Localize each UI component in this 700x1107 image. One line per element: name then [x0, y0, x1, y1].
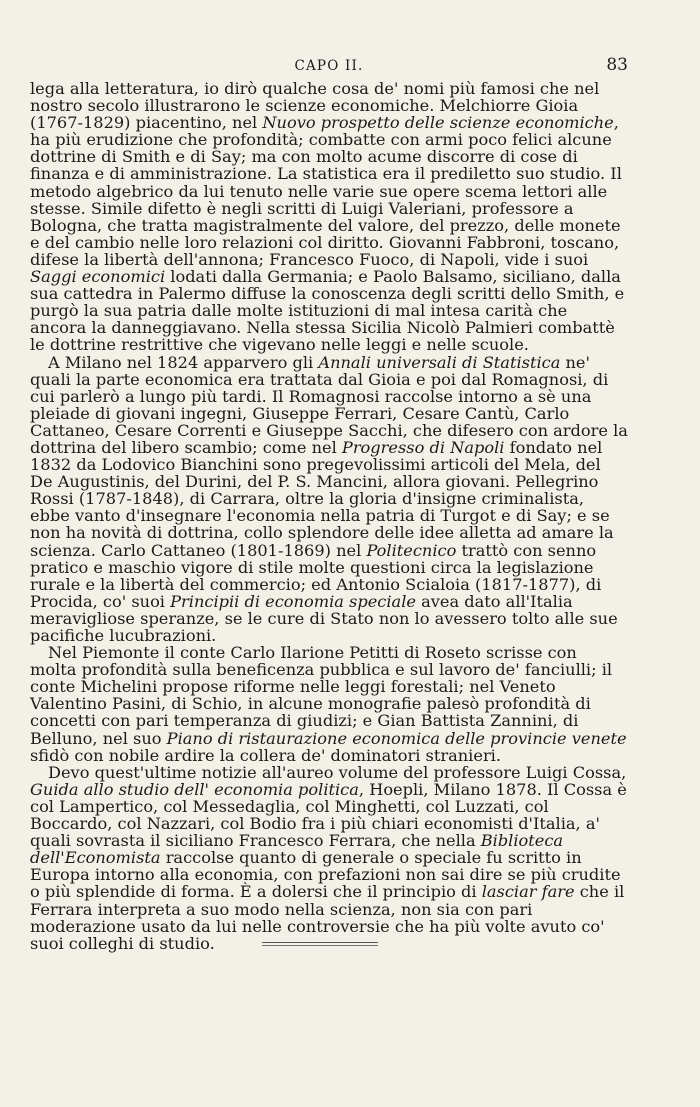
body-text-run: trattò con senno pratico e maschio vigore di stile molte questioni circa la legislazione rurale e la libertà del commercio; ed Antonio Scialoia (1817-1877), di Procida, co' suoi [30, 540, 602, 611]
paragraph-4 [30, 764, 628, 952]
paragraph-2 [30, 354, 628, 645]
italic-title-text: Annali universali di Statistica [318, 352, 561, 372]
italic-title-text: Guida allo studio dell' economia politica [30, 779, 359, 799]
italic-title-text: Nuovo prospetto delle scienze economiche [262, 113, 614, 133]
paragraph-3 [30, 644, 628, 764]
italic-title-text: Politecnico [366, 540, 457, 560]
body-text-run: sfidò con nobile ardire la collera de' dominatori stranieri. [30, 745, 502, 765]
body-text-run: Devo quest'ultime notizie all'aureo volume del professore Luigi Cossa, [48, 762, 627, 782]
body-text [30, 80, 628, 952]
chapter-title: CAPO II. [294, 58, 364, 74]
body-text-run: , ha più erudizione che profondità; combatte con armi poco felici alcune dottrine di Smith e di Say; ma con molto acume discorre di cose di finanza e di amministrazione. La statistica era il prediletto suo studio. Il metodo algebrico da lui tenuto nelle varie sue opere scema lettori alle stesse. Simile difetto è negli scritti di Luigi Valeriani, professore a Bologna, che tratta magistralmente del valore, del prezzo, delle monete e del cambio nelle loro relazioni col diritto. Giovanni Fabbroni, toscano, difese la libertà dell'annona; Francesco Fuoco, di Napoli, vide i suoi [30, 113, 622, 269]
body-text-run: ne' quali la parte economica era trattata dal Gioia e poi dal Romagnosi, di cui parlerò a lungo più tardi. Il Romagnosi raccolse intorno a sè una pleiade di giovani ingegni, Giuseppe Ferrari, Cesare Cantù, Carlo Cattaneo, Cesare Correnti e Giuseppe Sacchi, che difesero con ardore la dottrina del libero scambio; come nel [30, 352, 628, 457]
body-text-run: Nel Piemonte il conte Carlo Ilarione Petitti di Roseto scrisse con molta profondità sulla beneficenza pubblica e sul lavoro de' fanciulli; il conte Michelini propose riforme nelle leggi forestali; nel Veneto Valentino Pasini, di Schio, in alcune monografie palesò profondità di concetti con pari temperanza di giudizi; e Gian Battista Zannini, di Belluno, nel suo [30, 643, 613, 748]
italic-title-text: Principii di economia speciale [170, 591, 416, 611]
body-text-run: che il Ferrara interpreta a suo modo nella scienza, non sia con pari moderazione usato da lui nelle controversie che ha più volte avuto co' suoi colleghi di studio. [30, 882, 625, 953]
body-text-run: raccolse quanto di generale o speciale fu scritto in Europa intorno alla economia, con prefazioni non sai dire se più crudite o più splendide di forma. È a dolersi che il principio di [30, 848, 621, 902]
body-text-run: avea dato all'Italia meravigliose speranze, se le cure di Stato non lo avessero tolto alle sue pacifiche lucubrazioni. [30, 591, 618, 645]
section-end-rule [262, 942, 378, 943]
paragraph-1 [30, 80, 628, 354]
body-text-run: fondato nel 1832 da Lodovico Bianchini sono pregevolissimi articoli del Mela, del De Augustinis, del Durini, del P. S. Mancini, allora giovani. Pellegrino Rossi (1787-1848), di Carrara, oltre la gloria d'insigne criminalista, ebbe vanto d'insegnare l'economia nella patria di Turgot e di Say; e se non ha novità di dottrina, collo splendore delle idee alletta ad amare la scienza. Carlo Cattaneo (1801-1869) nel [30, 437, 614, 560]
italic-title-text: Progresso di Napoli [341, 437, 505, 457]
italic-title-text: lasciar fare [481, 882, 575, 902]
body-text-run: lega alla letteratura, io dirò qualche cosa de' nomi più famosi che nel nostro secolo illustrarono le scienze economiche. Melchiorre Gioia (1767-1829) piacentino, nel [30, 79, 600, 133]
body-text-run: lodati dalla Germania; e Paolo Balsamo, siciliano, dalla sua cattedra in Palermo diffuse la conoscenza degli scritti dello Smith, e purgò la sua patria dalle molte istituzioni di mal intesa carità che ancora la danneggiavano. Nella stessa Sicilia Nicolò Palmieri combattè le dottrine restrittive che vigevano nelle leggi e nelle scuole. [30, 267, 625, 355]
italic-title-text: Biblioteca dell'Economista [30, 831, 564, 868]
italic-title-text: Saggi economici [30, 267, 166, 287]
body-text-run: A Milano nel 1824 apparvero gli [48, 352, 319, 372]
body-text-run: , Hoepli, Milano 1878. Il Cossa è col Lampertico, col Messedaglia, col Minghetti, col Luzzati, col Boccardo, col Nazzari, col Bodio fra i più chiari economisti d'Italia, a' quali sovrasta il siciliano Francesco Ferrara, che nella [30, 779, 627, 851]
page-number: 83 [606, 55, 628, 75]
italic-title-text: Piano di ristaurazione economica delle provincie venete [166, 728, 627, 748]
